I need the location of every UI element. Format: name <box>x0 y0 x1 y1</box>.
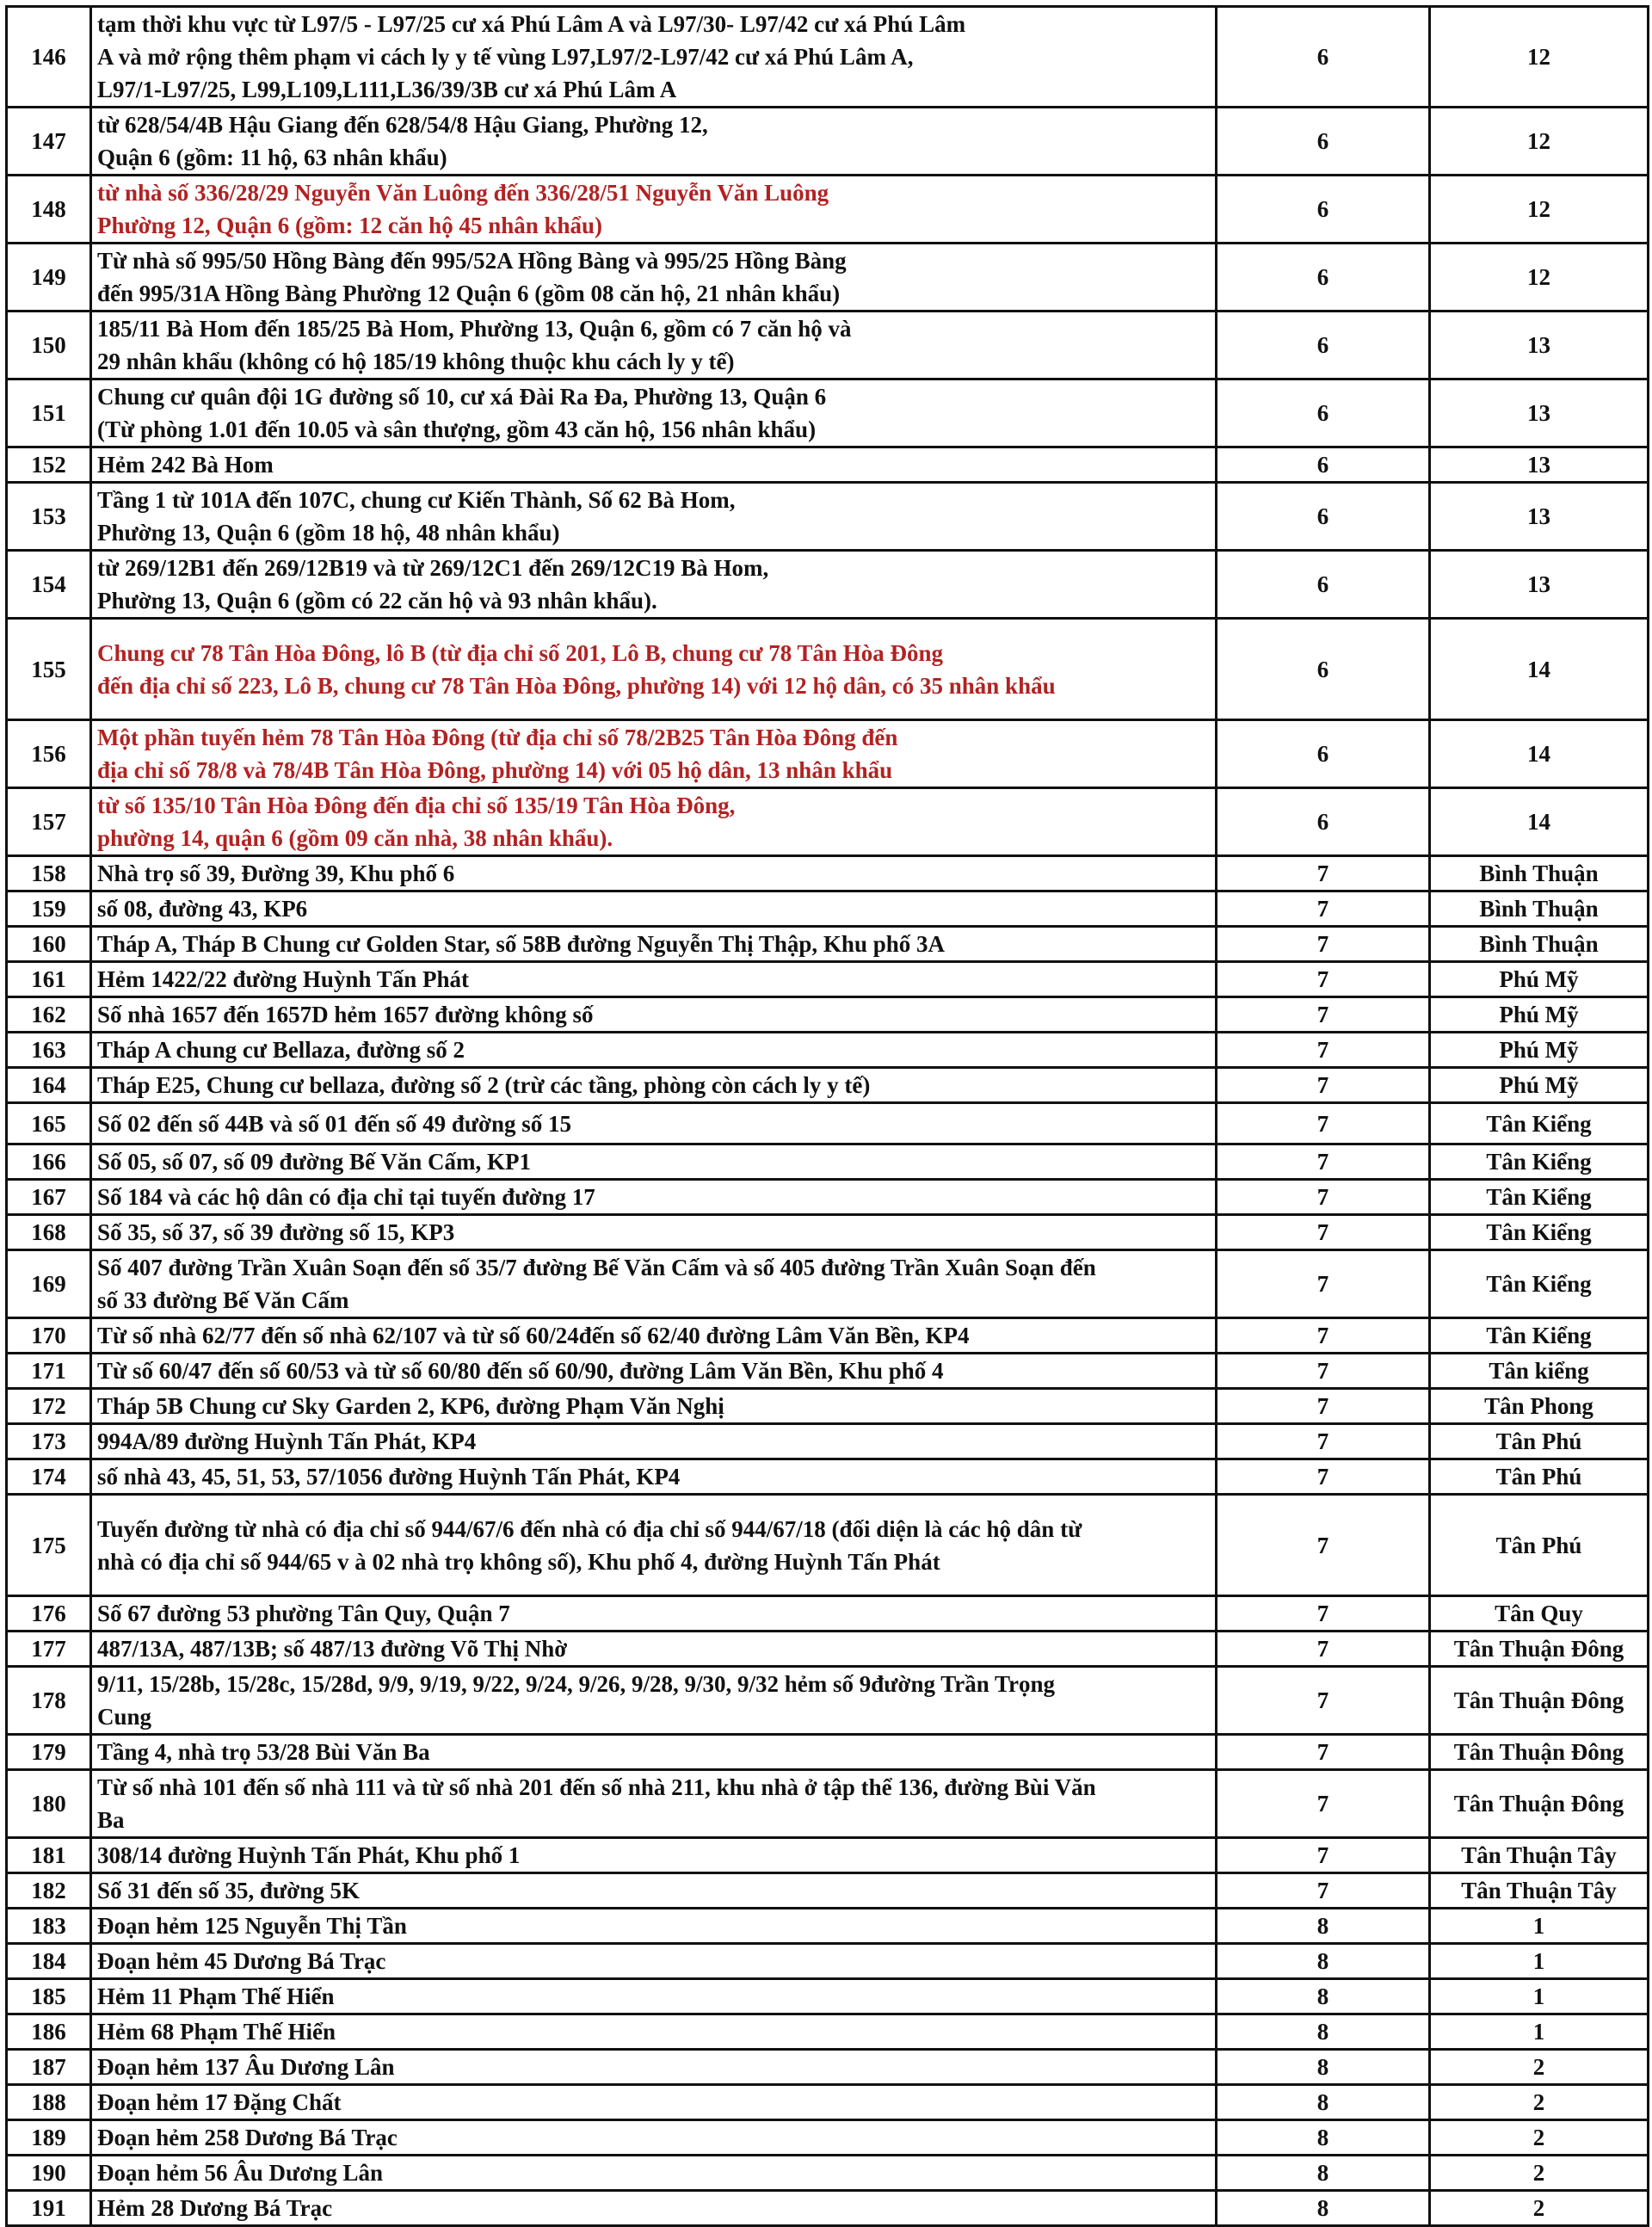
row-number: 169 <box>7 1250 91 1318</box>
ward-cell: Phú Mỹ <box>1430 997 1649 1033</box>
row-number: 147 <box>7 108 91 176</box>
ward-cell: Tân Quy <box>1430 1596 1649 1632</box>
description-line: 308/14 đường Huỳnh Tấn Phát, Khu phố 1 <box>97 1842 521 1868</box>
description-line: số nhà 43, 45, 51, 53, 57/1056 đường Huỳnh Tấn Phát, KP4 <box>97 1464 681 1490</box>
ward-cell: 13 <box>1430 483 1649 551</box>
table-row <box>7 1459 1649 1495</box>
table-row <box>7 1250 1649 1318</box>
table-row <box>7 1873 1649 1909</box>
row-number: 182 <box>7 1873 91 1909</box>
row-number: 179 <box>7 1735 91 1770</box>
area-description <box>91 2085 1217 2120</box>
district-cell: 6 <box>1217 312 1430 379</box>
table-row <box>7 962 1649 997</box>
table-row <box>7 1318 1649 1354</box>
table-row <box>7 483 1649 551</box>
area-description <box>91 997 1217 1033</box>
row-number: 181 <box>7 1838 91 1873</box>
table-row <box>7 551 1649 619</box>
table-row <box>7 2156 1649 2191</box>
ward-cell: Tân Phú <box>1430 1424 1649 1459</box>
area-description <box>91 2191 1217 2226</box>
description-line: Phường 13, Quận 6 (gồm có 22 căn hộ và 93 nhân khẩu). <box>97 588 657 614</box>
ward-cell: Bình Thuận <box>1430 891 1649 927</box>
district-cell: 7 <box>1217 1103 1430 1144</box>
table-row <box>7 1424 1649 1459</box>
row-number: 191 <box>7 2191 91 2226</box>
description-line: Số 67 đường 53 phường Tân Quy, Quận 7 <box>97 1601 510 1626</box>
area-description <box>91 1103 1217 1144</box>
ward-cell: Tân Kiểng <box>1430 1103 1649 1144</box>
description-line: Quận 6 (gồm: 11 hộ, 63 nhân khẩu) <box>97 145 447 170</box>
table-row <box>7 788 1649 856</box>
area-description <box>91 856 1217 891</box>
description-line: đến 995/31A Hồng Bàng Phường 12 Quận 6 (gồm 08 căn hộ, 21 nhân khẩu) <box>97 281 841 306</box>
description-line: Đoạn hẻm 17 Đặng Chất <box>97 2089 342 2115</box>
description-line: Phường 12, Quận 6 (gồm: 12 căn hộ 45 nhân khẩu) <box>97 213 603 238</box>
area-description <box>91 1909 1217 1944</box>
table-row <box>7 1180 1649 1215</box>
district-cell: 7 <box>1217 1667 1430 1735</box>
area-description <box>91 720 1217 788</box>
description-line: Chung cư quân đội 1G đường số 10, cư xá Đài Ra Đa, Phường 13, Quận 6 <box>97 384 827 410</box>
ward-cell: 13 <box>1430 447 1649 483</box>
ward-cell: Tân Thuận Đông <box>1430 1632 1649 1667</box>
table-row <box>7 244 1649 312</box>
area-description <box>91 1354 1217 1389</box>
ward-cell: 2 <box>1430 2120 1649 2156</box>
district-cell: 8 <box>1217 2014 1430 2050</box>
district-cell: 7 <box>1217 1144 1430 1180</box>
row-number: 156 <box>7 720 91 788</box>
district-cell: 8 <box>1217 2120 1430 2156</box>
ward-cell: 14 <box>1430 619 1649 720</box>
area-description <box>91 2050 1217 2085</box>
row-number: 187 <box>7 2050 91 2085</box>
row-number: 177 <box>7 1632 91 1667</box>
table-row <box>7 2050 1649 2085</box>
area-description <box>91 483 1217 551</box>
ward-cell: Tân Kiểng <box>1430 1318 1649 1354</box>
description-line: Nhà trọ số 39, Đường 39, Khu phố 6 <box>97 861 455 886</box>
row-number: 153 <box>7 483 91 551</box>
description-line: Số nhà 1657 đến 1657D hẻm 1657 đường không số <box>97 1002 594 1027</box>
description-line: Một phần tuyến hẻm 78 Tân Hòa Đông (từ địa chỉ số 78/2B25 Tân Hòa Đông đến <box>97 725 898 750</box>
row-number: 171 <box>7 1354 91 1389</box>
area-description <box>91 1770 1217 1838</box>
district-cell: 7 <box>1217 997 1430 1033</box>
row-number: 146 <box>7 7 91 108</box>
description-line: Đoạn hẻm 125 Nguyễn Thị Tần <box>97 1913 407 1939</box>
row-number: 186 <box>7 2014 91 2050</box>
district-cell: 6 <box>1217 176 1430 244</box>
description-line: Tháp 5B Chung cư Sky Garden 2, KP6, đường Phạm Văn Nghị <box>97 1393 724 1419</box>
description-line: Số 05, số 07, số 09 đường Bế Văn Cấm, KP1 <box>97 1149 531 1175</box>
district-cell: 7 <box>1217 856 1430 891</box>
area-description <box>91 379 1217 447</box>
description-line: từ 628/54/4B Hậu Giang đến 628/54/8 Hậu Giang, Phường 12, <box>97 112 708 138</box>
area-description <box>91 7 1217 108</box>
table-row <box>7 891 1649 927</box>
ward-cell: 14 <box>1430 720 1649 788</box>
description-line: Đoạn hẻm 137 Âu Dương Lân <box>97 2054 395 2080</box>
district-cell: 7 <box>1217 1250 1430 1318</box>
ward-cell: Tân kiểng <box>1430 1354 1649 1389</box>
row-number: 188 <box>7 2085 91 2120</box>
area-description <box>91 1144 1217 1180</box>
description-line: Hẻm 11 Phạm Thế Hiển <box>97 1983 335 2009</box>
description-line: Tháp A, Tháp B Chung cư Golden Star, số 58B đường Nguyễn Thị Thập, Khu phố 3A <box>97 931 945 957</box>
district-cell: 8 <box>1217 2050 1430 2085</box>
ward-cell: Tân Thuận Đông <box>1430 1735 1649 1770</box>
table-row <box>7 1068 1649 1103</box>
table-row <box>7 1979 1649 2014</box>
ward-cell: 14 <box>1430 788 1649 856</box>
ward-cell: Tân Kiểng <box>1430 1180 1649 1215</box>
row-number: 167 <box>7 1180 91 1215</box>
area-description <box>91 244 1217 312</box>
description-line: Tầng 4, nhà trọ 53/28 Bùi Văn Ba <box>97 1739 430 1765</box>
row-number: 154 <box>7 551 91 619</box>
table-row <box>7 176 1649 244</box>
area-description <box>91 1838 1217 1873</box>
description-line: Tuyến đường từ nhà có địa chỉ số 944/67/6 đến nhà có địa chỉ số 944/67/18 (đối diện là các hộ dân từ <box>97 1515 1082 1542</box>
description-line: Số 35, số 37, số 39 đường số 15, KP3 <box>97 1219 455 1245</box>
area-description <box>91 891 1217 927</box>
description-line: Tầng 1 từ 101A đến 107C, chung cư Kiến Thành, Số 62 Bà Hom, <box>97 487 736 513</box>
table-row <box>7 447 1649 483</box>
table-row <box>7 927 1649 962</box>
description-line: Số 184 và các hộ dân có địa chỉ tại tuyến đường 17 <box>97 1184 595 1210</box>
description-line: Số 02 đến số 44B và số 01 đến số 49 đường số 15 <box>97 1110 572 1137</box>
area-description <box>91 2120 1217 2156</box>
table-row <box>7 2120 1649 2156</box>
table-row <box>7 1033 1649 1068</box>
district-cell: 6 <box>1217 551 1430 619</box>
row-number: 161 <box>7 962 91 997</box>
description-line: Hẻm 1422/22 đường Huỳnh Tấn Phát <box>97 966 469 992</box>
row-number: 185 <box>7 1979 91 2014</box>
ward-cell: Tân Thuận Tây <box>1430 1838 1649 1873</box>
description-line: từ nhà số 336/28/29 Nguyễn Văn Luông đến 336/28/51 Nguyễn Văn Luông <box>97 180 829 206</box>
district-cell: 6 <box>1217 108 1430 176</box>
area-description <box>91 619 1217 720</box>
area-description <box>91 1068 1217 1103</box>
area-description <box>91 1459 1217 1495</box>
table-row <box>7 1389 1649 1424</box>
ward-cell: Tân Phú <box>1430 1459 1649 1495</box>
row-number: 150 <box>7 312 91 379</box>
area-description <box>91 2014 1217 2050</box>
table-row <box>7 312 1649 379</box>
ward-cell: Phú Mỹ <box>1430 1068 1649 1103</box>
description-line: Đoạn hẻm 45 Dương Bá Trạc <box>97 1948 386 1974</box>
district-cell: 6 <box>1217 788 1430 856</box>
row-number: 166 <box>7 1144 91 1180</box>
description-line: số 33 đường Bế Văn Cấm <box>97 1287 349 1313</box>
description-line: Từ số 60/47 đến số 60/53 và từ số 60/80 đến số 60/90, đường Lâm Văn Bền, Khu phố 4 <box>97 1358 944 1384</box>
description-line: Tháp A chung cư Bellaza, đường số 2 <box>97 1037 465 1063</box>
table-row <box>7 1144 1649 1180</box>
ward-cell: 2 <box>1430 2050 1649 2085</box>
district-cell: 6 <box>1217 379 1430 447</box>
table-row <box>7 1770 1649 1838</box>
row-number: 168 <box>7 1215 91 1250</box>
area-description <box>91 1596 1217 1632</box>
table-row <box>7 108 1649 176</box>
row-number: 173 <box>7 1424 91 1459</box>
description-line: Hẻm 28 Dương Bá Trạc <box>97 2195 333 2221</box>
description-line: L97/1-L97/25, L99,L109,L111,L36/39/3B cư xá Phú Lâm A <box>97 77 677 102</box>
district-cell: 6 <box>1217 619 1430 720</box>
description-line: từ 269/12B1 đến 269/12B19 và từ 269/12C1 đến 269/12C19 Bà Hom, <box>97 555 769 581</box>
row-number: 151 <box>7 379 91 447</box>
district-cell: 7 <box>1217 1389 1430 1424</box>
district-cell: 7 <box>1217 927 1430 962</box>
area-description <box>91 1250 1217 1318</box>
description-line: 994A/89 đường Huỳnh Tấn Phát, KP4 <box>97 1428 477 1454</box>
area-description <box>91 962 1217 997</box>
ward-cell: 12 <box>1430 108 1649 176</box>
table-row <box>7 1632 1649 1667</box>
table-row <box>7 1103 1649 1144</box>
row-number: 183 <box>7 1909 91 1944</box>
description-line: Tháp E25, Chung cư bellaza, đường số 2 (trừ các tầng, phòng còn cách ly y tế) <box>97 1072 871 1098</box>
area-description <box>91 1033 1217 1068</box>
area-description <box>91 447 1217 483</box>
description-line: 29 nhân khẩu (không có hộ 185/19 không thuộc khu cách ly y tế) <box>97 349 735 374</box>
ward-cell: 2 <box>1430 2191 1649 2226</box>
district-cell: 7 <box>1217 1770 1430 1838</box>
ward-cell: Tân Thuận Đông <box>1430 1667 1649 1735</box>
district-cell: 7 <box>1217 1632 1430 1667</box>
ward-cell: 1 <box>1430 1909 1649 1944</box>
ward-cell: 2 <box>1430 2156 1649 2191</box>
district-cell: 6 <box>1217 447 1430 483</box>
description-line: số 08, đường 43, KP6 <box>97 896 308 922</box>
district-cell: 6 <box>1217 720 1430 788</box>
row-number: 174 <box>7 1459 91 1495</box>
table-body <box>7 7 1649 2226</box>
row-number: 164 <box>7 1068 91 1103</box>
description-line: Phường 13, Quận 6 (gồm 18 hộ, 48 nhân khẩu) <box>97 520 560 546</box>
table-row <box>7 1596 1649 1632</box>
district-cell: 8 <box>1217 2191 1430 2226</box>
description-line: 185/11 Bà Hom đến 185/25 Bà Hom, Phường 13, Quận 6, gồm có 7 căn hộ và <box>97 316 852 342</box>
district-cell: 8 <box>1217 1944 1430 1979</box>
row-number: 148 <box>7 176 91 244</box>
district-cell: 7 <box>1217 1180 1430 1215</box>
ward-cell: 12 <box>1430 176 1649 244</box>
table-row <box>7 2014 1649 2050</box>
row-number: 159 <box>7 891 91 927</box>
ward-cell: Bình Thuận <box>1430 856 1649 891</box>
ward-cell: Tân Thuận Đông <box>1430 1770 1649 1838</box>
table-row <box>7 1667 1649 1735</box>
table-row <box>7 619 1649 720</box>
row-number: 190 <box>7 2156 91 2191</box>
district-cell: 7 <box>1217 1033 1430 1068</box>
ward-cell: 13 <box>1430 312 1649 379</box>
ward-cell: Phú Mỹ <box>1430 1033 1649 1068</box>
area-description <box>91 108 1217 176</box>
table-row <box>7 1735 1649 1770</box>
area-description <box>91 2156 1217 2191</box>
row-number: 160 <box>7 927 91 962</box>
description-line: tạm thời khu vực từ L97/5 - L97/25 cư xá Phú Lâm A và L97/30- L97/42 cư xá Phú Lâm <box>97 11 966 37</box>
district-cell: 8 <box>1217 2156 1430 2191</box>
area-description <box>91 1389 1217 1424</box>
ward-cell: Phú Mỹ <box>1430 962 1649 997</box>
description-line: A và mở rộng thêm phạm vi cách ly y tế vùng L97,L97/2-L97/42 cư xá Phú Lâm A, <box>97 44 914 70</box>
description-line: nhà có địa chỉ số 944/65 v à 02 nhà trọ không số), Khu phố 4, đường Huỳnh Tấn Phát <box>97 1548 940 1575</box>
district-cell: 8 <box>1217 1909 1430 1944</box>
area-description <box>91 312 1217 379</box>
row-number: 152 <box>7 447 91 483</box>
row-number: 189 <box>7 2120 91 2156</box>
description-line: địa chỉ số 78/8 và 78/4B Tân Hòa Đông, phường 14) với 05 hộ dân, 13 nhân khẩu <box>97 757 893 783</box>
area-description <box>91 788 1217 856</box>
table-row <box>7 856 1649 891</box>
ward-cell: Bình Thuận <box>1430 927 1649 962</box>
district-cell: 7 <box>1217 891 1430 927</box>
district-cell: 7 <box>1217 1068 1430 1103</box>
row-number: 157 <box>7 788 91 856</box>
district-cell: 7 <box>1217 1596 1430 1632</box>
row-number: 178 <box>7 1667 91 1735</box>
description-line: Từ nhà số 995/50 Hồng Bàng đến 995/52A Hồng Bàng và 995/25 Hồng Bàng <box>97 248 847 274</box>
description-line: (Từ phòng 1.01 đến 10.05 và sân thượng, gồm 43 căn hộ, 156 nhân khẩu) <box>97 416 817 442</box>
table-row <box>7 997 1649 1033</box>
quarantine-area-table <box>5 5 1649 2227</box>
row-number: 176 <box>7 1596 91 1632</box>
area-description <box>91 1979 1217 2014</box>
district-cell: 7 <box>1217 1424 1430 1459</box>
row-number: 170 <box>7 1318 91 1354</box>
area-description <box>91 1873 1217 1909</box>
ward-cell: Tân Thuận Tây <box>1430 1873 1649 1909</box>
description-line: Cung <box>97 1704 152 1730</box>
ward-cell: 2 <box>1430 2085 1649 2120</box>
description-line: Đoạn hẻm 258 Dương Bá Trạc <box>97 2125 398 2150</box>
table-row <box>7 7 1649 108</box>
description-line: Số 31 đến số 35, đường 5K <box>97 1878 360 1903</box>
district-cell: 7 <box>1217 1838 1430 1873</box>
area-description <box>91 1318 1217 1354</box>
district-cell: 6 <box>1217 7 1430 108</box>
row-number: 155 <box>7 619 91 720</box>
row-number: 184 <box>7 1944 91 1979</box>
ward-cell: Tân Kiểng <box>1430 1250 1649 1318</box>
table-row <box>7 2085 1649 2120</box>
district-cell: 7 <box>1217 1354 1430 1389</box>
district-cell: 6 <box>1217 483 1430 551</box>
area-description <box>91 1424 1217 1459</box>
table-row <box>7 1354 1649 1389</box>
description-line: Từ số nhà 101 đến số nhà 111 và từ số nhà 201 đến số nhà 211, khu nhà ở tập thể 136, đường Bùi Văn <box>97 1774 1096 1800</box>
description-line: phường 14, quận 6 (gồm 09 căn nhà, 38 nhân khẩu). <box>97 825 613 851</box>
ward-cell: 12 <box>1430 7 1649 108</box>
area-description <box>91 1667 1217 1735</box>
ward-cell: Tân Kiểng <box>1430 1215 1649 1250</box>
district-cell: 7 <box>1217 962 1430 997</box>
description-line: Hẻm 68 Phạm Thế Hiển <box>97 2019 336 2045</box>
table-row <box>7 379 1649 447</box>
ward-cell: Tân Phong <box>1430 1389 1649 1424</box>
description-line: đến địa chỉ số 223, Lô B, chung cư 78 Tân Hòa Đông, phường 14) với 12 hộ dân, có 35 nhân khẩu <box>97 672 1056 699</box>
ward-cell: 1 <box>1430 1979 1649 2014</box>
district-cell: 6 <box>1217 244 1430 312</box>
ward-cell: Tân Kiểng <box>1430 1144 1649 1180</box>
district-cell: 7 <box>1217 1459 1430 1495</box>
ward-cell: 1 <box>1430 1944 1649 1979</box>
district-cell: 8 <box>1217 1979 1430 2014</box>
row-number: 180 <box>7 1770 91 1838</box>
description-line: Từ số nhà 62/77 đến số nhà 62/107 và từ số 60/24đến số 62/40 đường Lâm Văn Bền, KP4 <box>97 1323 970 1348</box>
row-number: 149 <box>7 244 91 312</box>
description-line: 487/13A, 487/13B; số 487/13 đường Võ Thị Nhờ <box>97 1636 568 1662</box>
description-line: Chung cư 78 Tân Hòa Đông, lô B (từ địa chỉ số 201, Lô B, chung cư 78 Tân Hòa Đông <box>97 639 944 666</box>
district-cell: 7 <box>1217 1735 1430 1770</box>
district-cell: 7 <box>1217 1873 1430 1909</box>
ward-cell: 13 <box>1430 551 1649 619</box>
row-number: 165 <box>7 1103 91 1144</box>
district-cell: 8 <box>1217 2085 1430 2120</box>
description-line: Ba <box>97 1807 125 1833</box>
row-number: 158 <box>7 856 91 891</box>
table-row <box>7 1909 1649 1944</box>
district-cell: 7 <box>1217 1215 1430 1250</box>
area-description <box>91 1180 1217 1215</box>
area-description <box>91 176 1217 244</box>
area-description <box>91 1215 1217 1250</box>
table-row <box>7 1838 1649 1873</box>
description-line: từ số 135/10 Tân Hòa Đông đến địa chỉ số 135/19 Tân Hòa Đông, <box>97 793 736 818</box>
description-line: Số 407 đường Trần Xuân Soạn đến số 35/7 đường Bế Văn Cấm và số 405 đường Trần Xuân Soạn đến <box>97 1255 1096 1280</box>
row-number: 175 <box>7 1495 91 1596</box>
ward-cell: Tân Phú <box>1430 1495 1649 1596</box>
description-line: Hẻm 242 Bà Hom <box>97 452 274 478</box>
district-cell: 7 <box>1217 1318 1430 1354</box>
table-row <box>7 2191 1649 2226</box>
area-description <box>91 1632 1217 1667</box>
row-number: 162 <box>7 997 91 1033</box>
row-number: 172 <box>7 1389 91 1424</box>
description-line: 9/11, 15/28b, 15/28c, 15/28d, 9/9, 9/19, 9/22, 9/24, 9/26, 9/28, 9/30, 9/32 hẻm số 9đường Trần Trọng <box>97 1671 1056 1697</box>
ward-cell: 1 <box>1430 2014 1649 2050</box>
ward-cell: 13 <box>1430 379 1649 447</box>
table-row <box>7 1215 1649 1250</box>
table-row <box>7 720 1649 788</box>
ward-cell: 12 <box>1430 244 1649 312</box>
description-line: Đoạn hẻm 56 Âu Dương Lân <box>97 2160 383 2186</box>
area-description <box>91 1735 1217 1770</box>
area-description <box>91 1944 1217 1979</box>
area-description <box>91 551 1217 619</box>
district-cell: 7 <box>1217 1495 1430 1596</box>
table-row <box>7 1944 1649 1979</box>
area-description <box>91 927 1217 962</box>
table-row <box>7 1495 1649 1596</box>
row-number: 163 <box>7 1033 91 1068</box>
area-description <box>91 1495 1217 1596</box>
